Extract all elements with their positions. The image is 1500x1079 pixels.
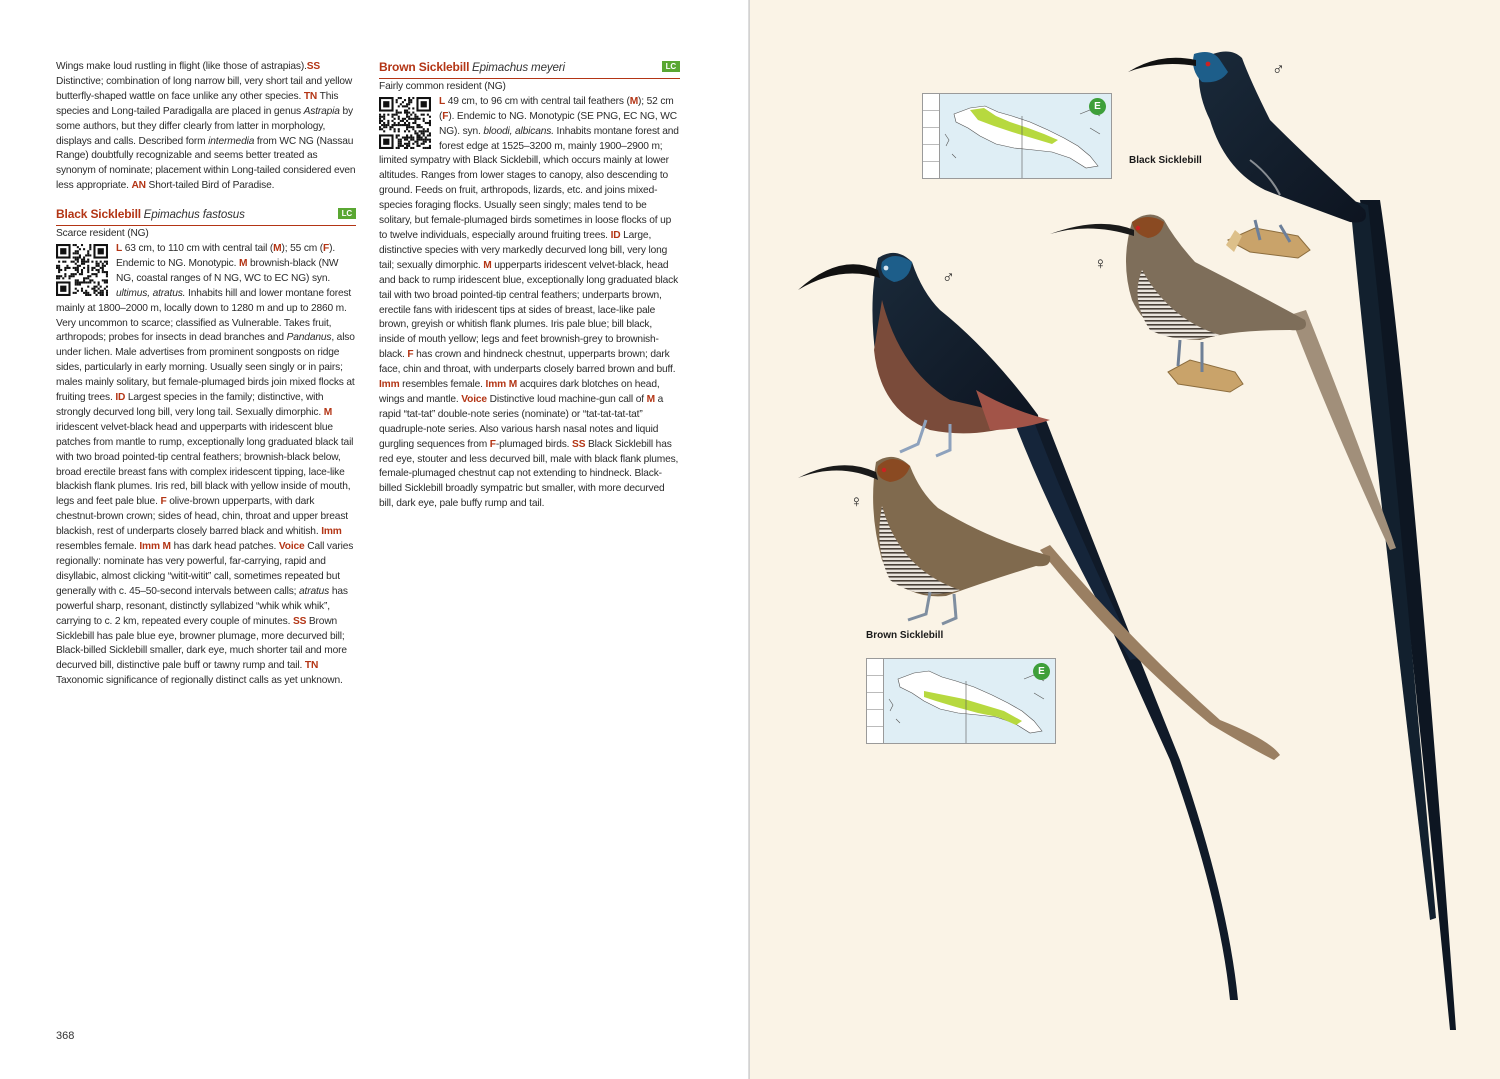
page-number: 368 [56, 1030, 75, 1042]
caption-brown-sicklebill: Brown Sicklebill [866, 630, 944, 641]
qr-code-icon[interactable] [379, 97, 431, 149]
black-sicklebill-female-illustration [798, 457, 1280, 760]
common-name: Black Sicklebill [56, 207, 141, 222]
text-column-2 [379, 60, 680, 512]
status-line: Fairly common resident (NG) [379, 80, 506, 92]
common-name: Brown Sicklebill [379, 60, 470, 74]
species-account [56, 242, 356, 689]
iucn-badge: LC [338, 208, 356, 219]
species-account [379, 95, 680, 512]
brown-sicklebill-female-illustration [1050, 214, 1396, 550]
black-sicklebill-heading [56, 207, 356, 226]
endemic-badge: E [1089, 98, 1106, 115]
black-sicklebill-male-illustration [1128, 51, 1456, 1030]
qr-code-icon[interactable] [56, 244, 108, 296]
status-line: Scarce resident (NG) [56, 228, 149, 240]
endemic-badge: E [1033, 663, 1050, 680]
scientific-name: Epimachus meyeri [471, 61, 565, 74]
text-column-1 [56, 60, 356, 689]
female-symbol-icon: ♀ [1094, 254, 1107, 273]
bird-illustrations [750, 0, 1500, 1079]
brown-sicklebill-heading [379, 60, 680, 79]
species-text: L 63 cm, to 110 cm with central tail (M); 55 cm (F). Endemic to NG. Monotypic. M brownish-black (NW NG, coastal ranges of N NG, WC to EC NG) syn. ultimus, atratus. Inhabits hill and lower montane forest mainly at 1800–2000 m, locally down to 1280 m and up to 2860 m. Very uncommon to scarce; classified as Vulnerable. Takes fruit, arthropods; probes for insects in dead branches and Pandanus, also under lichen. Male advertises from prominent songposts on ridge sides, particularly in early morning. Usually seen singly or in pairs; males mainly solitary, but female-plumaged birds join mixed flocks at fruiting trees. ID Largest species in the family; distinctive, with strongly decurved long bill, very long tail. Sexually dimorphic. M iridescent velvet-black head and upperparts with iridescent blue patches from mantle to rump, exceptionally long graduated black tail with two broad pointed-tip central feathers; brownish-black below, broad erectile breast fans with complex iridescent tipping, lace-like blackish flank plumes. Iris red, bill black with yellow inside of mouth, legs and feet pale blue. F olive-brown upperparts, with dark chestnut-brown crown; sides of head, chin, throat and upper breast blackish, rest of underparts closely barred black and whitish. Imm resembles female. Imm M has dark head patches. Voice Call varies regionally: nominate has very powerful, far-carrying, rapid and disyllabic, almost clicking “witit-witit” call, sometimes repeated but generally with c. 45–50-second intervals between calls; atratus has powerful sharp, resonant, distinctly syllabized “whik whik whik”, carrying to c. 2 km, repeated every couple of minutes. SS Brown Sicklebill has pale blue eye, browner plumage, more decurved bill; Black-billed Sicklebill smaller, dark eye, much shorter tail and more decurved bill, distinctive pale buff or tawny rump and tail. TN Taxonomic significance of regionally distinct calls as yet unknown. [56, 242, 355, 687]
brown-sicklebill-male-illustration [798, 253, 1238, 1000]
species-text: L 49 cm, to 96 cm with central tail feathers (M); 52 cm (F). Endemic to NG. Monotypic (SE PNG, EC NG, WC NG). syn. bloodi, albicans. Inhabits montane forest and forest edge at 1525–3200 m, mainly 1900–2900 m; limited sympatry with Black Sicklebill, which occurs mainly at lower altitudes. Ranges from lower stages to canopy, also descending to ground. Feeds on fruit, arthropods, lizards, etc. and joins mixed-species foraging flocks. Usually seen singly; males tend to be solitary, but female-plumaged birds sometimes in loose flocks of up to twelve individuals, especially around fruiting trees. ID Large, distinctive species with very markedly decurved long bill, very long tail; sexually dimorphic. M upperparts iridescent velvet-black, head and back to rump iridescent blue, exceptionally long graduated black tail with two broad pointed-tip central feathers; underparts brown, erectile fans with iridescent tips at sides of breast, lace-like pale brown, greyish or whitish flank plumes. Iris pale blue; bill black, inside of mouth yellow; legs and feet brownish-grey to brownish-black. F has crown and hindneck chestnut, upperparts brown; dark face, chin and throat, with underparts closely barred brown and buff. Imm resembles female. Imm M acquires dark blotches on head, wings and mantle. Voice Distinctive loud machine-gun call of M a rapid “tat-tat” double-note series (nominate) or “tat-tat-tat-tat” quadruple-note series. Also various harsh nasal notes and liquid gurgling sequences from F-plumaged birds. SS Black Sicklebill has red eye, stouter and less decurved bill, male with black flank plumes, female-plumaged chestnut cap not extending to hindneck. Black-billed Sicklebill broadly sympatric but smaller, with more decurved bill, dark eye, pale buffy rump and tail. [379, 95, 679, 510]
intro-paragraph: Wings make loud rustling in flight (like those of astrapias).SS Distinctive; combination of long narrow bill, very short tail and yellow butterfly-shaped wattle on face unlike any other species. TN This species and Long-tailed Paradigalla are placed in genus Astrapia by some authors, but they differ clearly from latter in morphology, displays and calls. Described form intermedia from WC NG (Nassau Range) doubtfully recognizable and seems better treated as synonym of nominate; placement within Long-tailed considered even less appropriate. AN Short-tailed Bird of Paradise. [56, 61, 356, 192]
scientific-name: Epimachus fastosus [143, 208, 245, 222]
male-symbol-icon: ♂ [1272, 60, 1285, 79]
iucn-badge: LC [662, 61, 680, 72]
caption-black-sicklebill: Black Sicklebill [1129, 155, 1202, 166]
male-symbol-icon: ♂ [942, 268, 955, 287]
female-symbol-icon: ♀ [850, 492, 863, 511]
